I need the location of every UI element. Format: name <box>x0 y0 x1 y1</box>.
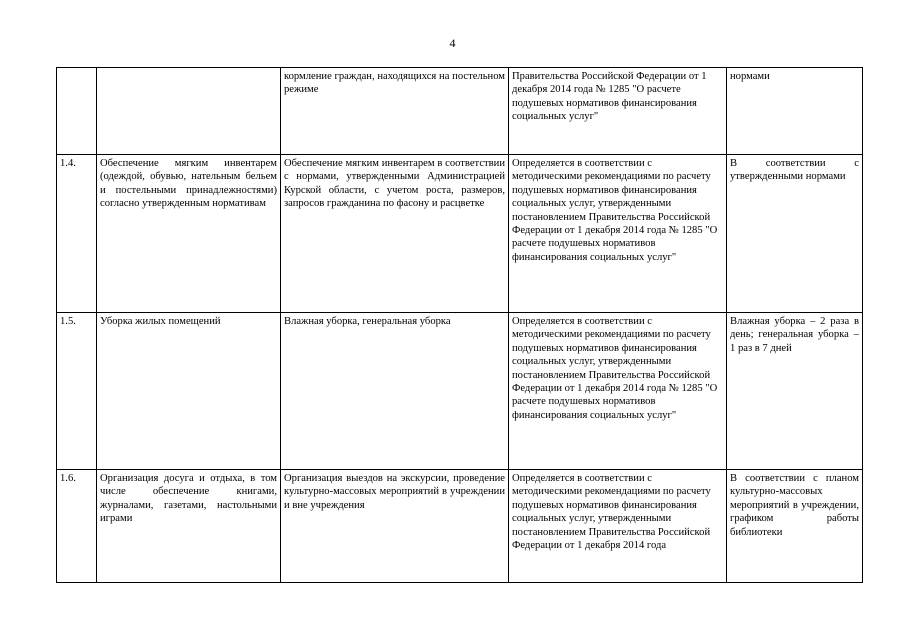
service-description-cell <box>281 155 509 313</box>
norm-cell <box>727 470 863 583</box>
service-name-cell <box>97 155 281 313</box>
service-description: Организация выездов на экскурсии, проведение культурно-массовых мероприятий в учреждении и вне учреждения <box>284 473 505 511</box>
row-number: 1.6. <box>60 473 76 484</box>
row-number-cell <box>57 313 97 470</box>
regulation-text: Определяется в соответствии с методическими рекомендациями по расчету подушевых нормативов финансирования социальных услуг, утвержденными постановлением Правительства Российской Федерации от 1 декабря 2014 года № 1285 "О расчете подушевых нормативов финансирования социальных услуг" <box>512 158 718 263</box>
row-number: 1.4. <box>60 158 76 169</box>
page-number: 4 <box>449 36 456 50</box>
table-row <box>57 155 863 313</box>
table-row <box>57 313 863 470</box>
regulation-text: Определяется в соответствии с методическими рекомендациями по расчету подушевых нормативов финансирования социальных услуг, утвержденными постановлением Правительства Российской Федерации от 1 декабря 2014 года № 1285 "О расчете подушевых нормативов финансирования социальных услуг" <box>512 316 718 421</box>
regulation-cell <box>509 313 727 470</box>
service-name: Организация досуга и отдыха, в том числе обеспечение книгами, журналами, газетами, настольными играми <box>100 473 277 525</box>
service-name: Уборка жилых помещений <box>100 316 221 327</box>
service-description-cell <box>281 470 509 583</box>
row-number-cell <box>57 68 97 155</box>
norm-cell <box>727 155 863 313</box>
services-table <box>56 67 863 583</box>
regulation-text: Правительства Российской Федерации от 1 декабря 2014 года № 1285 "О расчете подушевых нормативов финансирования социальных услуг" <box>512 71 707 123</box>
regulation-cell <box>509 68 727 155</box>
norm-text: Влажная уборка – 2 раза в день; генеральная уборка – 1 раз в 7 дней <box>730 316 859 354</box>
service-name-cell <box>97 313 281 470</box>
row-number-cell <box>57 470 97 583</box>
norm-text: нормами <box>730 71 770 82</box>
norm-text: В соответствии с утвержденными нормами <box>730 158 859 183</box>
norm-cell <box>727 68 863 155</box>
service-name: Обеспечение мягким инвентарем (одеждой, обувью, нательным бельем и постельными принадлежностями) согласно утвержденным нормативам <box>100 158 277 210</box>
service-name-cell <box>97 470 281 583</box>
service-name-cell <box>97 68 281 155</box>
service-description-cell <box>281 68 509 155</box>
service-description: Влажная уборка, генеральная уборка <box>284 316 451 327</box>
row-number-cell <box>57 155 97 313</box>
row-number: 1.5. <box>60 316 76 327</box>
service-description: кормление граждан, находящихся на постельном режиме <box>284 71 505 96</box>
table-row <box>57 470 863 583</box>
regulation-text: Определяется в соответствии с методическими рекомендациями по расчету подушевых нормативов финансирования социальных услуг, утвержденными постановлением Правительства Российской Федерации от 1 декабря 2014 года <box>512 473 711 552</box>
service-description-cell <box>281 313 509 470</box>
norm-cell <box>727 313 863 470</box>
norm-text: В соответствии с планом культурно-массовых мероприятий в учреждении, графиком работы библиотеки <box>730 473 859 538</box>
table-row <box>57 68 863 155</box>
service-description: Обеспечение мягким инвентарем в соответствии с нормами, утвержденными Администрацией Курской области, с учетом роста, размеров, запросов гражданина по фасону и расцветке <box>284 158 505 210</box>
regulation-cell <box>509 155 727 313</box>
regulation-cell <box>509 470 727 583</box>
